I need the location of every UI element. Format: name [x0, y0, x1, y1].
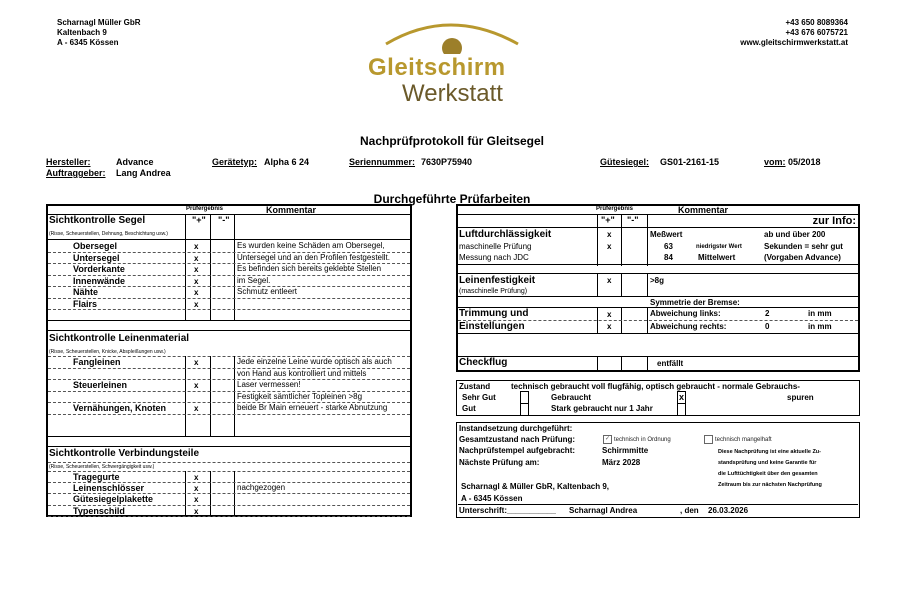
- divider: [48, 414, 410, 415]
- divider: [48, 320, 410, 321]
- disclaimer: [718, 447, 822, 491]
- row-comment: Untersegel und an den Profilen festgestellt.: [237, 252, 390, 262]
- row-plus: x: [194, 495, 199, 505]
- divider: [458, 333, 858, 334]
- trimm-plus1: x: [607, 310, 612, 319]
- divider: [597, 214, 598, 266]
- row-comment: Laser vermessen!: [237, 380, 301, 389]
- row-plus: x: [194, 276, 199, 286]
- divider: [210, 214, 211, 320]
- leinen-section-sub: (Risse, Scheuerstellen, Knicke, Abspleißungen usw.): [49, 349, 166, 355]
- divider: [458, 264, 858, 265]
- row-comment: Es befinden sich bereits geklebte Stellen: [237, 264, 382, 273]
- row-label: Untersegel: [73, 252, 120, 263]
- page-title: Nachprüfprotokoll für Gleitsegel: [359, 134, 545, 148]
- row-label: Nähte: [73, 287, 99, 297]
- luft-title: Luftdurchlässigkeit: [459, 229, 552, 240]
- zur-info-header: zur Info:: [812, 215, 856, 227]
- checkflug-comment: entfällt: [657, 359, 684, 368]
- divider: [458, 214, 858, 215]
- luft-messwert-label: Meßwert: [650, 230, 683, 239]
- luft-sub2: Messung nach JDC: [459, 253, 529, 262]
- company-street: Kaltenbach 9: [57, 28, 107, 37]
- row-label: Tragegurte: [73, 472, 120, 482]
- divider: [458, 356, 858, 357]
- row-plus: x: [194, 473, 199, 482]
- row-label: Steuerleinen: [73, 380, 128, 390]
- signer-name: Scharnagl Andrea: [569, 506, 638, 515]
- hersteller-value: Advance: [116, 157, 154, 167]
- divider: [48, 239, 410, 240]
- abweichung-links-value: 2: [765, 309, 770, 318]
- luft-sub1: maschinelle Prüfung: [459, 242, 532, 251]
- segel-section-sub: (Risse, Scheuerstellen, Dehnung, Beschichtung usw.): [49, 231, 168, 237]
- row-comment: beide Br Main erneuert - starke Abnutzung: [237, 403, 388, 412]
- right-plus-header: "+": [601, 215, 615, 225]
- left-kommentar-header: Kommentar: [266, 205, 317, 215]
- right-kommentar-header: Kommentar: [678, 205, 729, 215]
- row-plus: x: [194, 404, 199, 413]
- stempel-value: Schirmmitte: [602, 446, 649, 455]
- row-plus: x: [194, 381, 199, 390]
- verbindung-section-title: Sichtkontrolle Verbindungsteile: [49, 448, 200, 459]
- row-comment: Jede einzelne Leine wurde optisch als auch: [237, 357, 392, 366]
- festigkeit-title: Leinenfestigkeit: [459, 275, 536, 286]
- option-technisch-mangelhaft[interactable]: [704, 435, 772, 444]
- row-comment: von Hand aus kontrolliert und mittels: [237, 368, 367, 378]
- checkflug-title: Checkflug: [459, 357, 508, 368]
- row-label: Vorderkante: [73, 264, 125, 274]
- option-ok-label: technisch in Ordnung: [614, 437, 671, 444]
- seriennummer-value: 7630P75940: [421, 157, 473, 167]
- gesamtzustand-label: Gesamtzustand nach Prüfung:: [459, 435, 576, 444]
- divider: [48, 436, 410, 437]
- option-technisch-ok[interactable]: [603, 435, 671, 444]
- trimm-title-1: Trimmung und: [459, 308, 529, 319]
- luft-info1: ab und über 200: [764, 230, 826, 239]
- instandsetzung-label: Instandsetzung durchgeführt:: [459, 424, 573, 433]
- guetesiegel-value: GS01-2161-15: [660, 157, 720, 167]
- luft-info2: Sekunden = sehr gut: [764, 242, 843, 251]
- disclaimer-line: Diese Nachprüfung ist eine aktuelle Zu-: [718, 449, 821, 455]
- company-name: Scharnagl Müller GbR: [57, 18, 141, 27]
- zustand-label: Zustand: [459, 382, 491, 391]
- luft-value1-label: niedrigster Wert: [696, 244, 742, 250]
- zustand-text1: technisch gebraucht voll flugfähig, optisch gebraucht - normale Gebrauchs-: [511, 382, 800, 391]
- abweichung-links-label: Abweichung links:: [650, 309, 721, 318]
- zustand-sehr-gut: Sehr Gut: [462, 393, 496, 402]
- zustand-stark: Stark gebraucht nur 1 Jahr: [551, 404, 653, 413]
- row-plus: x: [194, 299, 199, 309]
- verbindung-section-sub: (Risse, Scheuerstellen, Schwergängigkeit usw.): [49, 464, 155, 470]
- logo-line2: Werkstatt: [402, 80, 503, 107]
- divider: [647, 356, 648, 370]
- divider: [48, 446, 410, 447]
- signature-date: 26.03.2026: [708, 506, 749, 515]
- vom-value: 05/2018: [788, 157, 821, 167]
- disclaimer-line: die Lufttüchtigkeit über den gesamten: [718, 471, 818, 477]
- zustand-text2: spuren: [787, 393, 814, 402]
- stempel-label: Nachprüfstempel aufgebracht:: [459, 446, 576, 455]
- divider: [597, 273, 598, 296]
- row-comment: Schmutz entleert: [237, 287, 298, 296]
- divider: [458, 227, 858, 228]
- logo-line1: Gleitschirm: [368, 54, 506, 81]
- zustand-gut: Gut: [462, 404, 476, 413]
- vom-label: vom:: [764, 157, 786, 167]
- divider: [48, 462, 410, 463]
- phone-1: +43 650 8089364: [785, 18, 848, 27]
- checkbox-empty-icon[interactable]: [704, 435, 713, 444]
- company-city: A - 6345 Kössen: [57, 38, 119, 47]
- row-label: Gütesiegelplakette: [73, 494, 154, 505]
- unterschrift-label: Unterschrift:: [459, 506, 508, 515]
- row-plus: x: [194, 253, 199, 263]
- divider: [458, 273, 858, 274]
- gebraucht-checkbox[interactable]: x: [678, 392, 684, 402]
- row-label: Leinenschlösser: [73, 483, 145, 494]
- company-address: [57, 18, 141, 48]
- right-pruefergebnis-header: Prüfergebnis: [596, 206, 634, 212]
- divider: [458, 504, 858, 505]
- abweichung-rechts-unit: in mm: [808, 322, 832, 331]
- divider: [48, 330, 410, 331]
- row-plus: x: [194, 265, 199, 274]
- segel-section-title: Sichtkontrolle Segel: [49, 215, 146, 226]
- zustand-gebraucht: Gebraucht: [551, 393, 592, 402]
- luft-plus1: x: [607, 230, 612, 239]
- divider: [48, 516, 410, 517]
- divider: [48, 298, 410, 299]
- logo: [360, 14, 540, 110]
- vom-field: [764, 157, 821, 167]
- left-minus-header: "-": [218, 215, 230, 225]
- divider: [647, 214, 648, 266]
- luft-info3: (Vorgaben Advance): [764, 253, 841, 262]
- row-label: Flairs: [73, 298, 98, 309]
- meta-hersteller: [46, 157, 91, 167]
- address-line1: Scharnagl & Müller GbR, Kaltenbach 9,: [461, 482, 610, 491]
- divider: [48, 286, 410, 287]
- leinen-section-title: Sichtkontrolle Leinenmaterial: [49, 333, 190, 344]
- luft-plus2: x: [607, 242, 612, 251]
- seriennummer-label: Seriennummer:: [349, 157, 416, 167]
- auftraggeber-label: Auftraggeber:: [46, 168, 106, 178]
- festigkeit-sub: (maschinelle Prüfung): [459, 288, 528, 295]
- left-pruefergebnis-header: Prüfergebnis: [186, 206, 224, 212]
- row-comment: Es wurden keine Schäden am Obersegel,: [237, 241, 385, 250]
- row-plus: x: [194, 288, 199, 297]
- divider: [621, 273, 622, 296]
- right-minus-header: "-": [627, 215, 639, 225]
- festigkeit-comment: >8g: [650, 276, 665, 285]
- naechste-label: Nächste Prüfung am:: [459, 458, 540, 467]
- phone-2: +43 676 6075721: [785, 28, 848, 37]
- luft-value2-label: Mittelwert: [698, 253, 736, 262]
- website-link[interactable]: www.gleitschirmwerkstatt.at: [740, 38, 848, 47]
- hersteller-label: Hersteller:: [46, 157, 91, 167]
- signature-line: ___________: [507, 506, 556, 515]
- divider: [48, 309, 410, 310]
- signature-row: [459, 506, 556, 515]
- row-plus: x: [194, 242, 199, 251]
- divider: [234, 214, 235, 320]
- row-label: Vernähungen, Knoten: [73, 403, 167, 413]
- row-plus: x: [194, 484, 199, 494]
- row-comment: im Segel.: [237, 275, 271, 285]
- row-label: Obersegel: [73, 241, 118, 251]
- luft-value2: 84: [664, 253, 673, 262]
- festigkeit-plus: x: [607, 276, 612, 285]
- divider: [458, 320, 858, 321]
- disclaimer-line: standsprüfung und keine Garantie für: [718, 460, 817, 466]
- row-plus: x: [194, 358, 199, 367]
- left-plus-header: "+": [192, 215, 206, 225]
- row-comment: nachgezogen: [237, 483, 286, 493]
- divider: [647, 273, 648, 296]
- divider: [597, 356, 598, 370]
- luft-value1: 63: [664, 242, 673, 251]
- row-label: Innenwände: [73, 275, 126, 286]
- contact-info: [740, 18, 848, 48]
- naechste-value: März 2028: [602, 458, 641, 467]
- divider: [621, 356, 622, 370]
- row-label: Typenschild: [73, 505, 125, 516]
- disclaimer-line: Zeitraum bis zur nächsten Nachprüfung: [718, 482, 822, 488]
- symmetrie-label: Symmetrie der Bremse:: [650, 298, 740, 307]
- checkbox-checked-icon[interactable]: ✓: [604, 436, 611, 442]
- divider: [621, 214, 622, 266]
- abweichung-rechts-value: 0: [765, 322, 770, 331]
- trimm-title-2: Einstellungen: [459, 321, 525, 332]
- divider: [185, 214, 186, 320]
- geraetetyp-value: Alpha 6 24: [264, 157, 310, 167]
- geraetetyp-label: Gerätetyp:: [212, 157, 258, 167]
- stark-checkbox[interactable]: [677, 403, 686, 416]
- row-label: Fangleinen: [73, 357, 121, 367]
- row-comment: Festigkeit sämtlicher Topleinen >8g: [237, 391, 363, 401]
- auftraggeber-value: Lang Andrea: [116, 168, 171, 178]
- den-label: , den: [680, 506, 699, 515]
- section-title: Durchgeführte Prüfarbeiten: [373, 192, 531, 206]
- abweichung-rechts-label: Abweichung rechts:: [650, 322, 727, 331]
- option-bad-label: technisch mangelhaft: [715, 437, 772, 444]
- address-line2: A - 6345 Kössen: [461, 494, 523, 503]
- trimm-plus2: x: [607, 322, 612, 331]
- divider: [458, 296, 858, 297]
- row-plus: x: [194, 506, 199, 516]
- guetesiegel-label: Gütesiegel:: [600, 157, 650, 167]
- gut-checkbox[interactable]: [520, 403, 529, 416]
- abweichung-links-unit: in mm: [808, 309, 832, 318]
- logo-arc-icon: [360, 14, 540, 54]
